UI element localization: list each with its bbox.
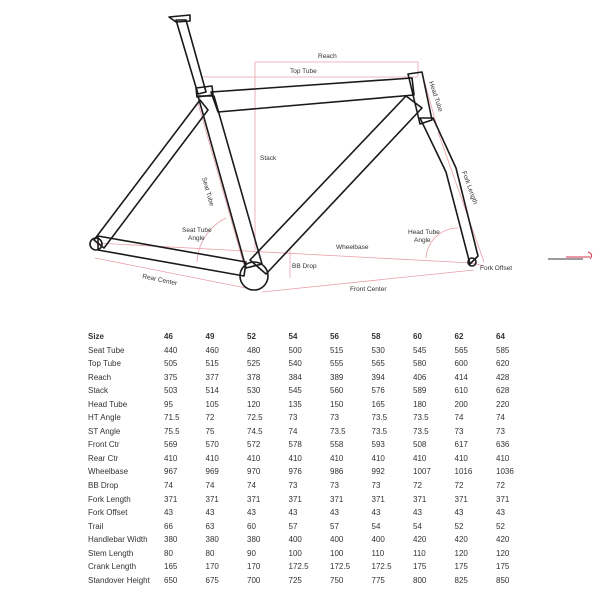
geometry-table-body <box>84 344 538 588</box>
size-col-header: 46 <box>164 332 173 341</box>
table-cell: 800 <box>413 575 427 585</box>
table-cell: 63 <box>205 521 215 531</box>
table-row <box>84 493 538 507</box>
table-cell: 420 <box>496 535 510 545</box>
table-cell: 569 <box>164 440 178 450</box>
table-cell: 80 <box>164 548 173 558</box>
table-cell: 389 <box>330 372 344 382</box>
table-cell: 170 <box>205 562 219 572</box>
table-cell: 570 <box>205 440 219 450</box>
table-cell: 71.5 <box>164 413 180 423</box>
table-row <box>84 479 538 493</box>
table-cell: 970 <box>247 467 261 477</box>
table-row <box>84 438 538 452</box>
table-cell: 650 <box>164 575 178 585</box>
row-label: Crank Length <box>88 562 137 572</box>
table-cell: 73 <box>288 481 298 491</box>
head-tube-angle-label-1: Head Tube <box>408 229 440 236</box>
table-cell: 375 <box>164 372 178 382</box>
table-cell: 73.5 <box>330 426 346 436</box>
table-cell: 585 <box>496 345 510 355</box>
row-label: Stack <box>88 386 109 396</box>
row-label: HT Angle <box>88 413 121 423</box>
table-cell: 620 <box>496 359 510 369</box>
table-cell: 52 <box>454 521 464 531</box>
row-label: Fork Offset <box>88 508 128 518</box>
table-cell: 100 <box>330 548 344 558</box>
table-cell: 220 <box>496 399 510 409</box>
table-row <box>84 574 538 588</box>
table-cell: 72 <box>205 413 215 423</box>
size-col-header: 52 <box>247 332 256 341</box>
table-cell: 565 <box>371 359 385 369</box>
table-cell: 410 <box>496 453 510 463</box>
row-label: Front Ctr <box>88 440 120 450</box>
row-label: BB Drop <box>88 481 119 491</box>
size-header-row <box>84 330 538 344</box>
table-row <box>84 425 538 439</box>
row-label: Handlebar Width <box>88 535 148 545</box>
table-cell: 371 <box>247 494 261 504</box>
table-cell: 410 <box>413 453 427 463</box>
seat-tube-angle-label-1: Seat Tube <box>182 227 212 234</box>
table-cell: 540 <box>288 359 302 369</box>
table-cell: 525 <box>247 359 261 369</box>
table-cell: 74 <box>247 481 256 491</box>
table-row <box>84 520 538 534</box>
table-cell: 120 <box>454 548 468 558</box>
table-cell: 172.5 <box>288 562 309 572</box>
seat-tube-label: Seat Tube <box>200 176 215 208</box>
seat-post <box>176 20 206 94</box>
geometry-table <box>84 330 538 587</box>
brand-accent <box>548 252 592 259</box>
table-cell: 371 <box>413 494 427 504</box>
row-label: Head Tube <box>88 399 128 409</box>
table-cell: 60 <box>247 521 256 531</box>
table-row <box>84 452 538 466</box>
table-cell: 986 <box>330 467 344 477</box>
table-cell: 969 <box>205 467 219 477</box>
table-cell: 54 <box>413 521 422 531</box>
table-cell: 580 <box>413 359 427 369</box>
table-cell: 175 <box>496 562 510 572</box>
table-cell: 593 <box>371 440 385 450</box>
table-cell: 628 <box>496 386 510 396</box>
table-cell: 135 <box>288 399 302 409</box>
size-col-header: 60 <box>413 332 422 341</box>
table-cell: 43 <box>496 508 505 518</box>
table-cell: 850 <box>496 575 510 585</box>
fork-length-label: Fork Length <box>460 170 479 206</box>
table-cell: 165 <box>164 562 178 572</box>
table-row <box>84 344 538 358</box>
top-tube-label: Top Tube <box>290 68 317 75</box>
seat-tube-angle-label-2: Angle <box>188 235 205 242</box>
table-cell: 545 <box>413 345 427 355</box>
row-label: Stem Length <box>88 548 134 558</box>
size-col-header: 49 <box>205 332 215 341</box>
table-row <box>84 533 538 547</box>
table-cell: 617 <box>454 440 468 450</box>
table-cell: 530 <box>371 345 385 355</box>
table-cell: 420 <box>454 535 468 545</box>
table-cell: 74 <box>164 481 173 491</box>
table-cell: 410 <box>205 453 219 463</box>
table-cell: 74 <box>454 413 464 423</box>
top-tube <box>211 78 414 112</box>
table-cell: 172.5 <box>371 562 392 572</box>
table-cell: 74 <box>288 426 298 436</box>
row-label: Standover Height <box>88 575 150 585</box>
table-cell: 200 <box>454 399 468 409</box>
table-cell: 508 <box>413 440 427 450</box>
table-cell: 825 <box>454 575 468 585</box>
table-cell: 172.5 <box>330 562 351 572</box>
chain-stay <box>98 236 246 276</box>
table-cell: 80 <box>205 548 215 558</box>
table-cell: 43 <box>371 508 381 518</box>
table-cell: 371 <box>205 494 219 504</box>
table-cell: 75 <box>205 426 215 436</box>
table-cell: 967 <box>164 467 178 477</box>
table-cell: 675 <box>205 575 219 585</box>
table-row <box>84 411 538 425</box>
table-cell: 394 <box>371 372 385 382</box>
size-col-header: 62 <box>454 332 464 341</box>
size-col-header: 56 <box>330 332 339 341</box>
table-cell: 72 <box>413 481 422 491</box>
table-cell: 480 <box>247 345 261 355</box>
table-cell: 775 <box>371 575 385 585</box>
table-cell: 572 <box>247 440 261 450</box>
table-cell: 57 <box>330 521 339 531</box>
table-cell: 558 <box>330 440 344 450</box>
head-tube-angle-label-2: Angle <box>414 237 431 244</box>
table-cell: 43 <box>413 508 422 518</box>
table-cell: 406 <box>413 372 427 382</box>
table-row <box>84 371 538 385</box>
table-cell: 54 <box>371 521 381 531</box>
table-cell: 73 <box>371 481 381 491</box>
table-cell: 636 <box>496 440 510 450</box>
table-cell: 440 <box>164 345 178 355</box>
table-cell: 73.5 <box>413 413 429 423</box>
table-cell: 992 <box>371 467 385 477</box>
table-cell: 410 <box>247 453 261 463</box>
table-cell: 165 <box>371 399 385 409</box>
dimension-lines <box>95 62 484 292</box>
saddle-clamp <box>169 15 190 22</box>
head-tube-label: Head Tube <box>427 80 444 113</box>
table-cell: 100 <box>288 548 302 558</box>
table-cell: 371 <box>288 494 302 504</box>
table-cell: 75.5 <box>164 426 180 436</box>
table-cell: 380 <box>205 535 219 545</box>
table-cell: 384 <box>288 372 302 382</box>
table-cell: 371 <box>371 494 385 504</box>
table-cell: 414 <box>454 372 468 382</box>
table-row <box>84 398 538 412</box>
stack-label: Stack <box>260 155 277 162</box>
table-cell: 560 <box>330 386 344 396</box>
table-cell: 74 <box>496 413 505 423</box>
size-col-header: 64 <box>496 332 505 341</box>
table-cell: 610 <box>454 386 468 396</box>
table-cell: 73.5 <box>371 413 388 423</box>
table-row <box>84 547 538 561</box>
table-cell: 43 <box>454 508 464 518</box>
row-label: Rear Ctr <box>88 453 119 463</box>
size-header: Size <box>88 332 105 341</box>
table-cell: 515 <box>330 345 344 355</box>
table-cell: 410 <box>288 453 302 463</box>
table-cell: 400 <box>371 535 385 545</box>
table-cell: 43 <box>205 508 215 518</box>
table-cell: 110 <box>371 548 385 558</box>
table-cell: 72.5 <box>247 413 263 423</box>
table-cell: 110 <box>413 548 426 558</box>
table-cell: 120 <box>496 548 510 558</box>
table-cell: 52 <box>496 521 505 531</box>
table-cell: 589 <box>413 386 427 396</box>
table-row <box>84 506 538 520</box>
table-cell: 515 <box>205 359 219 369</box>
table-cell: 90 <box>247 548 256 558</box>
table-cell: 74 <box>205 481 215 491</box>
table-cell: 66 <box>164 521 173 531</box>
table-cell: 105 <box>205 399 219 409</box>
table-cell: 73.5 <box>371 426 388 436</box>
table-cell: 72 <box>454 481 464 491</box>
table-cell: 420 <box>413 535 427 545</box>
table-cell: 43 <box>247 508 256 518</box>
table-cell: 503 <box>164 386 178 396</box>
table-cell: 371 <box>496 494 510 504</box>
frame-outline <box>90 15 478 290</box>
table-cell: 73.5 <box>413 426 429 436</box>
table-cell: 73 <box>330 481 339 491</box>
table-cell: 505 <box>164 359 178 369</box>
row-label: Reach <box>88 372 112 382</box>
table-cell: 43 <box>330 508 339 518</box>
table-cell: 1007 <box>413 467 431 477</box>
table-cell: 170 <box>247 562 261 572</box>
table-cell: 43 <box>288 508 298 518</box>
row-label: Trail <box>88 521 104 531</box>
table-cell: 175 <box>454 562 468 572</box>
row-label: ST Angle <box>88 426 121 436</box>
table-cell: 400 <box>288 535 302 545</box>
table-cell: 576 <box>371 386 385 396</box>
table-cell: 57 <box>288 521 298 531</box>
row-label: Seat Tube <box>88 345 125 355</box>
table-cell: 1016 <box>454 467 473 477</box>
table-row <box>84 465 538 479</box>
table-cell: 600 <box>454 359 468 369</box>
table-cell: 95 <box>164 399 173 409</box>
table-cell: 514 <box>205 386 219 396</box>
table-cell: 460 <box>205 345 219 355</box>
seat-stay <box>94 100 208 248</box>
bb-drop-label: BB Drop <box>292 263 317 270</box>
table-cell: 180 <box>413 399 427 409</box>
brand-accent-mark <box>588 252 592 259</box>
table-cell: 175 <box>413 562 427 572</box>
table-row <box>84 384 538 398</box>
table-cell: 380 <box>247 535 261 545</box>
rear-center-label: Rear Center <box>141 273 178 288</box>
table-cell: 578 <box>288 440 302 450</box>
size-col-header: 54 <box>288 332 298 341</box>
table-cell: 750 <box>330 575 344 585</box>
table-cell: 120 <box>247 399 261 409</box>
table-cell: 410 <box>371 453 385 463</box>
table-cell: 371 <box>330 494 344 504</box>
reach-label: Reach <box>318 53 337 60</box>
table-cell: 377 <box>205 372 219 382</box>
table-cell: 371 <box>454 494 468 504</box>
table-cell: 565 <box>454 345 468 355</box>
table-cell: 530 <box>247 386 261 396</box>
fork-offset-label: Fork Offset <box>480 265 513 272</box>
size-col-header: 58 <box>371 332 381 341</box>
table-row <box>84 357 538 371</box>
table-cell: 545 <box>288 386 302 396</box>
table-cell: 555 <box>330 359 344 369</box>
table-cell: 378 <box>247 372 261 382</box>
table-cell: 410 <box>454 453 468 463</box>
table-row <box>84 560 538 574</box>
table-cell: 976 <box>288 467 302 477</box>
row-label: Top Tube <box>88 359 121 369</box>
table-cell: 73 <box>288 413 298 423</box>
table-cell: 73 <box>454 426 464 436</box>
wheelbase-label: Wheelbase <box>336 244 369 251</box>
table-cell: 380 <box>164 535 178 545</box>
table-cell: 700 <box>247 575 261 585</box>
front-center-label: Front Center <box>350 286 387 293</box>
table-cell: 400 <box>330 535 344 545</box>
table-cell: 371 <box>164 494 178 504</box>
table-cell: 74.5 <box>247 426 263 436</box>
table-cell: 428 <box>496 372 510 382</box>
table-cell: 73 <box>330 413 339 423</box>
table-cell: 410 <box>330 453 344 463</box>
table-cell: 43 <box>164 508 173 518</box>
table-cell: 73 <box>496 426 505 436</box>
table-cell: 150 <box>330 399 344 409</box>
row-label: Wheelbase <box>88 467 129 477</box>
row-label: Fork Length <box>88 494 131 504</box>
table-cell: 410 <box>164 453 178 463</box>
table-cell: 72 <box>496 481 505 491</box>
table-cell: 725 <box>288 575 302 585</box>
table-cell: 500 <box>288 345 302 355</box>
table-cell: 1036 <box>496 467 514 477</box>
